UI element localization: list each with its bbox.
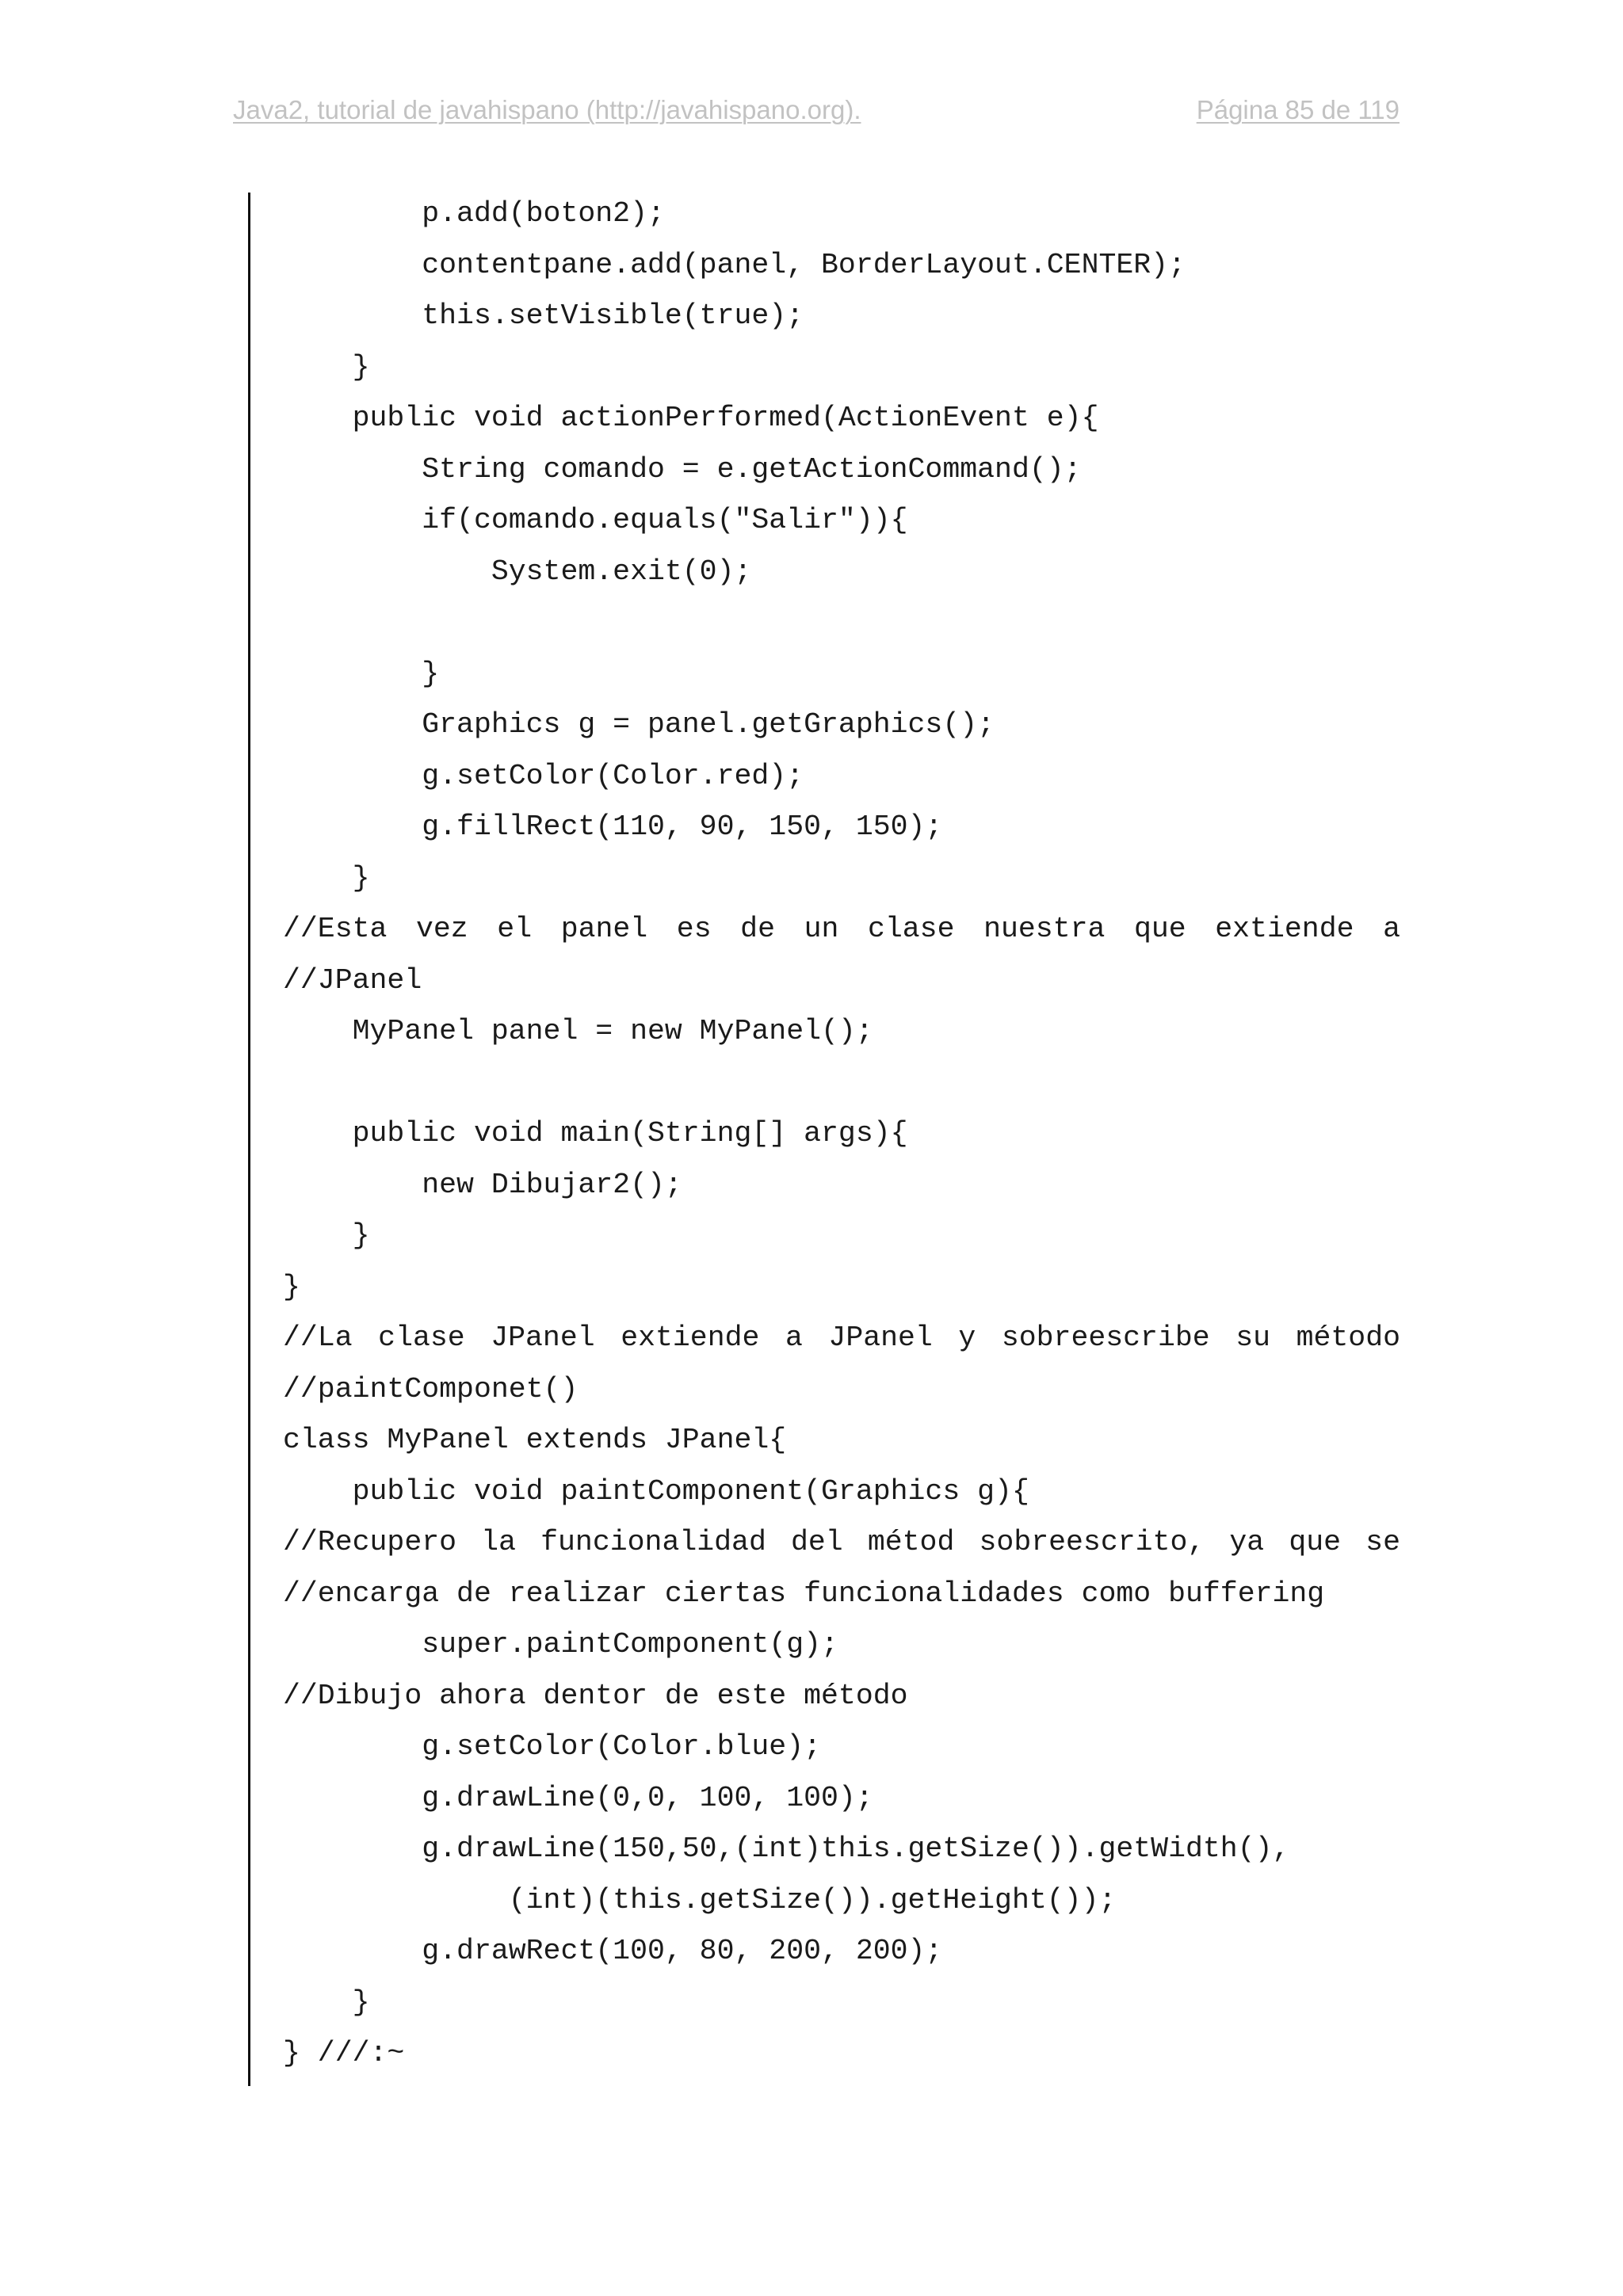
code-line: MyPanel panel = new MyPanel();: [283, 1015, 873, 1047]
code-comment-line: //paintComponet(): [283, 1372, 579, 1405]
code-line: contentpane.add(panel, BorderLayout.CENTER);: [283, 248, 1186, 281]
code-line: }: [283, 1270, 300, 1303]
code-line: } ///:~: [283, 2037, 405, 2069]
code-line: }: [283, 861, 370, 894]
code-comment-line: //JPanel: [283, 963, 422, 997]
page-header: [233, 95, 1400, 132]
code-line: g.setColor(Color.blue);: [283, 1730, 822, 1763]
code-line: (int)(this.getSize()).getHeight());: [283, 1883, 1117, 1917]
code-line: g.drawLine(150,50,(int)this.getSize()).getWidth(),: [283, 1833, 1290, 1865]
code-line: class MyPanel extends JPanel{: [283, 1424, 787, 1456]
code-line-blank: [283, 1058, 1400, 1109]
code-comment-line: //Recupero la funcionalidad del métod sobreescrito, ya que se: [283, 1526, 1400, 1558]
code-line: }: [283, 1985, 370, 2019]
code-line: super.paintComponent(g);: [283, 1628, 838, 1661]
code-line: public void paintComponent(Graphics g){: [283, 1474, 1029, 1508]
code-line: }: [283, 350, 370, 383]
code-line-blank: [283, 597, 1400, 649]
code-line: g.drawRect(100, 80, 200, 200);: [283, 1935, 943, 1967]
code-line: Graphics g = panel.getGraphics();: [283, 708, 995, 741]
code-line: }: [283, 1219, 370, 1252]
code-comment-line: //Dibujo ahora dentor de este método: [283, 1679, 908, 1712]
code-line: String comando = e.getActionCommand();: [283, 452, 1082, 486]
code-comment-line: //Esta vez el panel es de un clase nuestra que extiende a: [283, 913, 1400, 945]
code-line: g.setColor(Color.red);: [283, 759, 804, 792]
code-line: public void main(String[] args){: [283, 1117, 908, 1150]
code-listing: [283, 189, 1400, 2080]
code-comment-line: //La clase JPanel extiende a JPanel y sobreescribe su método: [283, 1322, 1400, 1354]
code-line: System.exit(0);: [283, 555, 752, 588]
code-line: g.drawLine(0,0, 100, 100);: [283, 1781, 873, 1814]
code-line: p.add(boton2);: [283, 197, 665, 230]
code-comment-line: //encarga de realizar ciertas funcionalidades como buffering: [283, 1577, 1325, 1610]
code-line: }: [283, 657, 440, 690]
header-page-number: Página 85 de 119: [1196, 95, 1400, 124]
code-line: this.setVisible(true);: [283, 299, 804, 332]
code-line: if(comando.equals("Salir")){: [283, 504, 908, 536]
code-line: public void actionPerformed(ActionEvent e){: [283, 402, 1099, 434]
code-line: new Dibujar2();: [283, 1168, 682, 1201]
code-line: g.fillRect(110, 90, 150, 150);: [283, 810, 943, 843]
code-block-rule: [248, 193, 250, 2086]
header-title-link[interactable]: Java2, tutorial de javahispano (http://javahispano.org).: [233, 95, 861, 124]
